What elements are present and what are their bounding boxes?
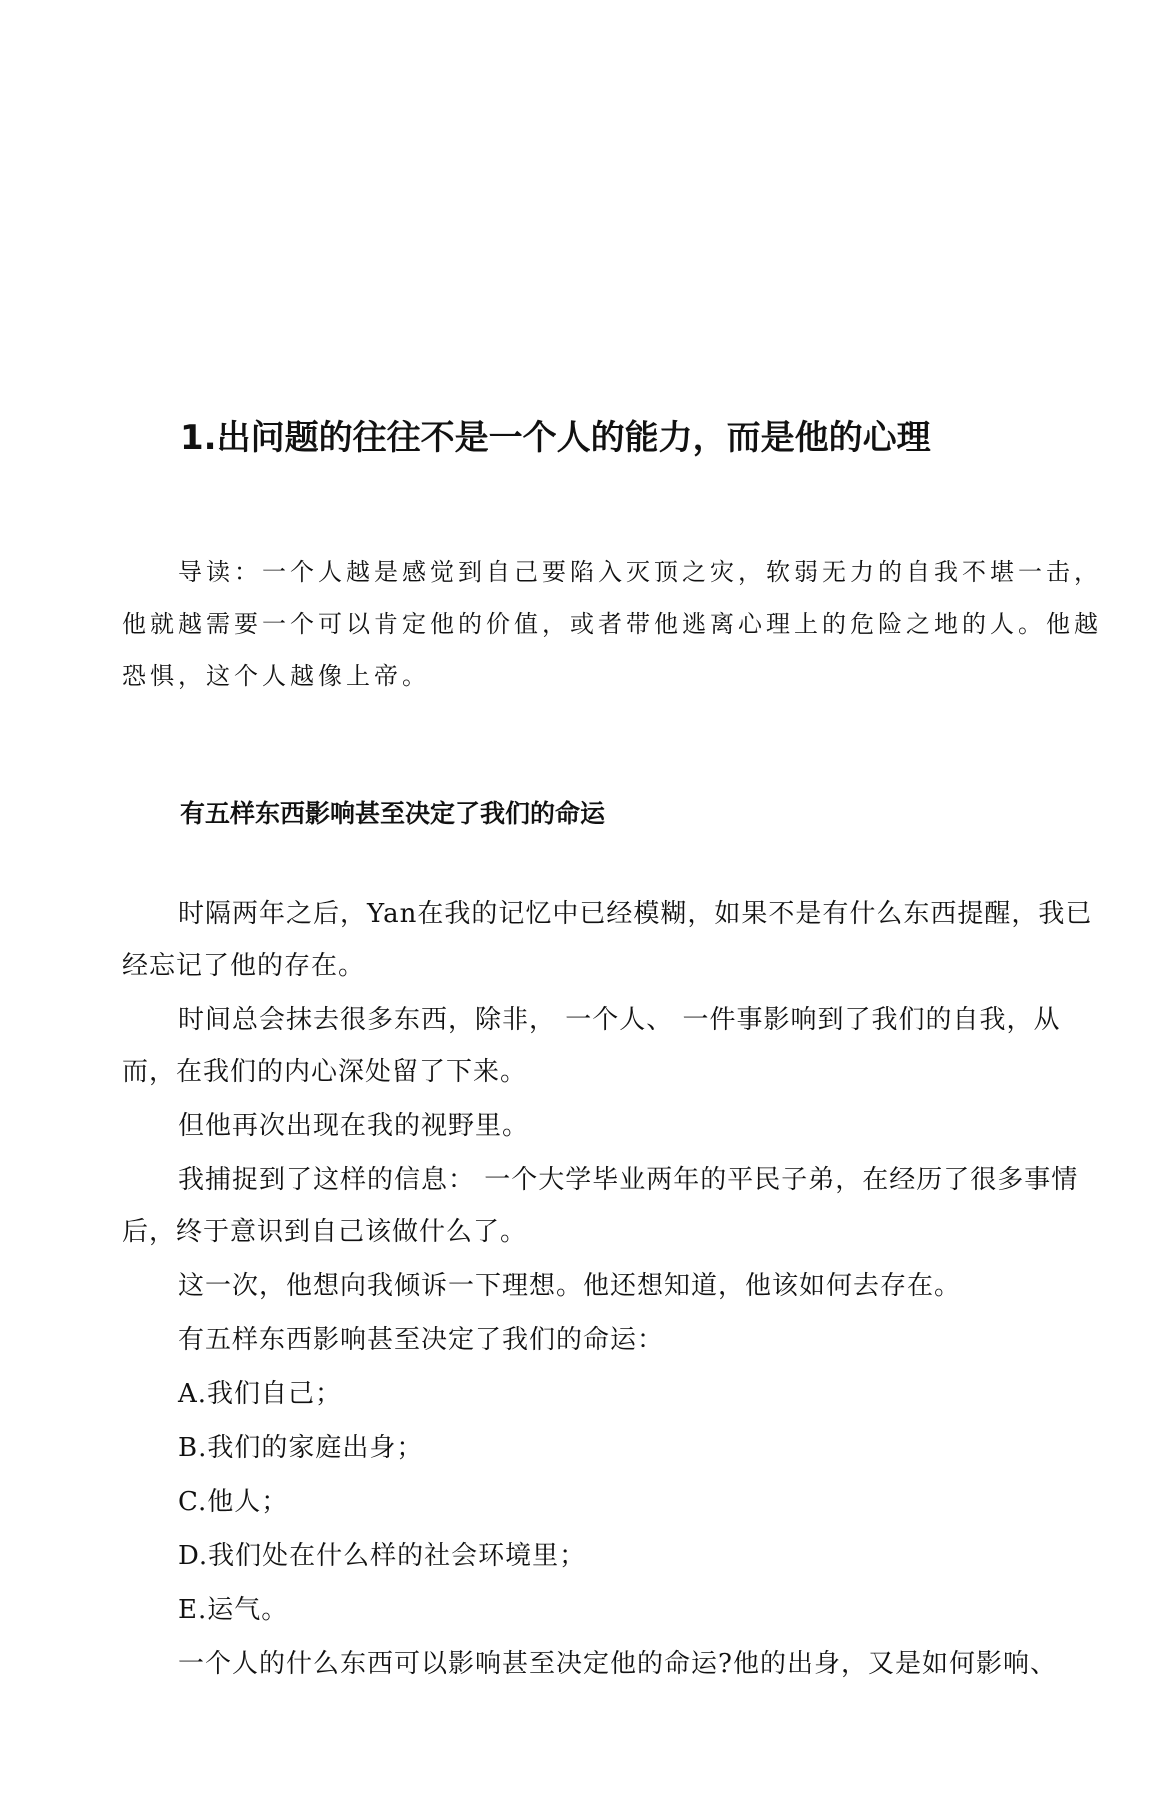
- section-heading: 有五样东西影响甚至决定了我们的命运: [180, 799, 606, 828]
- list-item: B.我们的家庭出身；: [178, 1433, 424, 1463]
- list-item: D.我们处在什么样的社会环境里；: [178, 1541, 587, 1571]
- intro-paragraph: 导读：一个人越是感觉到自己要陷入灭顶之灾，软弱无力的自我不堪一击，他就越需要一个可以肯定他的价值，或者带他逃离心理上的危险之地的人。他越恐惧，这个人越像上帝。: [122, 558, 1102, 690]
- body-paragraph: 一个人的什么东西可以影响甚至决定他的命运?他的出身，又是如何影响、: [178, 1649, 1057, 1679]
- body-text: [122, 888, 1102, 1692]
- body-paragraph: 时隔两年之后，Yan在我的记忆中已经模糊，如果不是有什么东西提醒，我已经忘记了他的存在。: [122, 899, 1093, 981]
- body-paragraph: 有五样东西影响甚至决定了我们的命运：: [178, 1325, 665, 1355]
- body-paragraph: 但他再次出现在我的视野里。: [178, 1111, 530, 1141]
- list-item: C.他人；: [178, 1487, 289, 1517]
- list-item: E.运气。: [178, 1595, 289, 1625]
- chapter-title: 1.出问题的往往不是一个人的能力，而是他的心理: [180, 418, 931, 458]
- body-paragraph: 这一次，他想向我倾诉一下理想。他还想知道，他该如何去存在。: [178, 1271, 962, 1301]
- body-paragraph: 时间总会抹去很多东西，除非， 一个人、 一件事影响到了我们的自我，从而，在我们的内心深处留了下来。: [122, 1005, 1061, 1087]
- body-paragraph: 我捕捉到了这样的信息： 一个大学毕业两年的平民子弟，在经历了很多事情后，终于意识到自己该做什么了。: [122, 1165, 1079, 1247]
- list-item: A.我们自己；: [178, 1379, 343, 1409]
